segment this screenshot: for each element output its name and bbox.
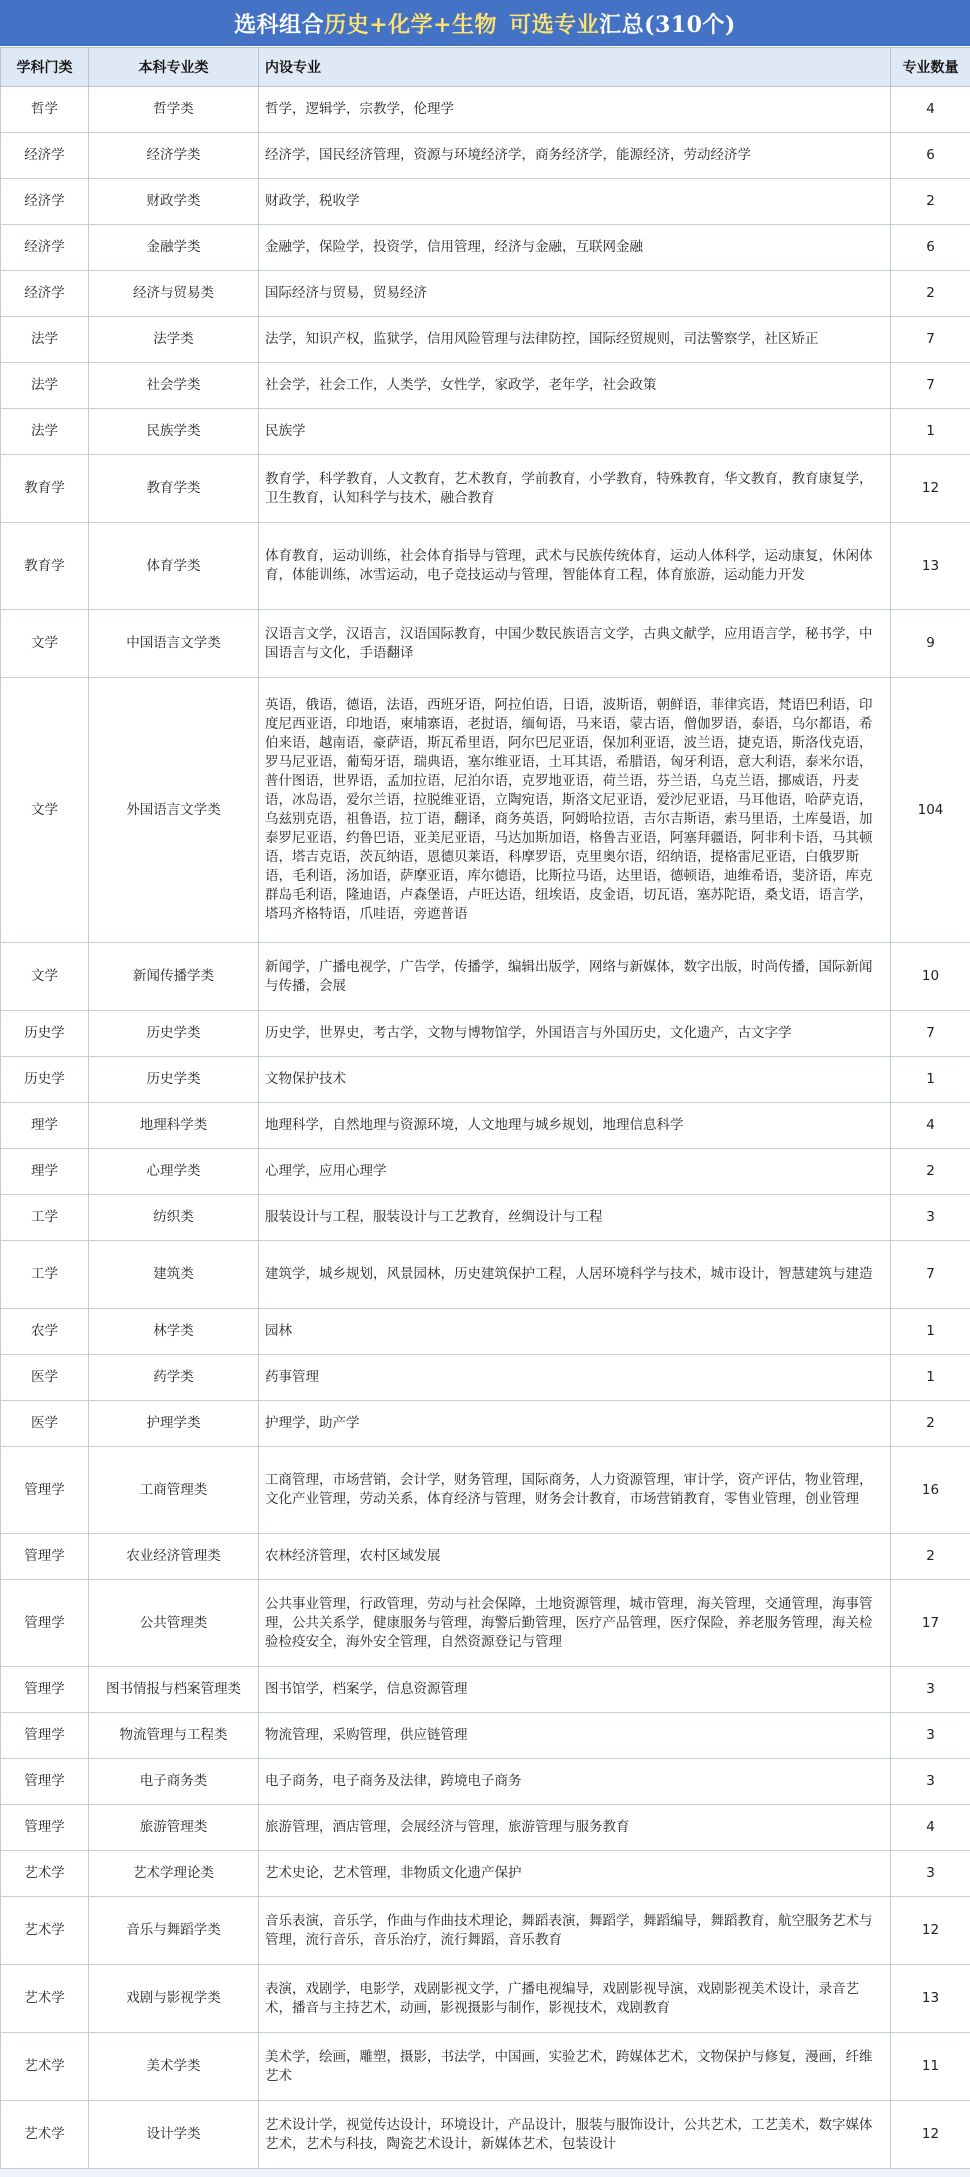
table-row — [1, 1851, 970, 1897]
majors-cell: 药事管理 — [259, 1355, 891, 1401]
count-cell: 1 — [891, 1355, 970, 1401]
count-cell: 7 — [891, 1241, 970, 1309]
category-cell: 管理学 — [1, 1534, 89, 1580]
category-cell: 文学 — [1, 610, 89, 678]
class-cell: 美术学类 — [89, 2033, 259, 2101]
majors-cell: 地理科学，自然地理与资源环境，人文地理与城乡规划，地理信息科学 — [259, 1103, 891, 1149]
category-cell: 管理学 — [1, 1759, 89, 1805]
class-cell: 中国语言文学类 — [89, 610, 259, 678]
majors-cell: 旅游管理，酒店管理，会展经济与管理，旅游管理与服务教育 — [259, 1805, 891, 1851]
count-cell: 2 — [891, 179, 970, 225]
count-cell: 4 — [891, 1103, 970, 1149]
category-cell: 教育学 — [1, 455, 89, 523]
majors-table — [0, 47, 970, 2169]
count-cell: 3 — [891, 1195, 970, 1241]
category-cell: 艺术学 — [1, 1965, 89, 2033]
category-cell: 教育学 — [1, 523, 89, 610]
class-cell: 公共管理类 — [89, 1580, 259, 1667]
class-cell: 旅游管理类 — [89, 1805, 259, 1851]
majors-cell: 物流管理，采购管理，供应链管理 — [259, 1713, 891, 1759]
count-cell: 2 — [891, 1534, 970, 1580]
table-row — [1, 1805, 970, 1851]
category-cell: 经济学 — [1, 271, 89, 317]
majors-cell: 电子商务，电子商务及法律，跨境电子商务 — [259, 1759, 891, 1805]
category-cell: 艺术学 — [1, 2101, 89, 2169]
class-cell: 历史学类 — [89, 1011, 259, 1057]
class-cell: 音乐与舞蹈学类 — [89, 1897, 259, 1965]
majors-cell: 公共事业管理，行政管理，劳动与社会保障，土地资源管理，城市管理，海关管理，交通管理，海事管理，公共关系学，健康服务与管理，海警后勤管理，医疗产品管理，医疗保险，养老服务管理，海关检验检疫安全，海外安全管理，自然资源登记与管理 — [259, 1580, 891, 1667]
majors-cell: 汉语言文学，汉语言，汉语国际教育，中国少数民族语言文学，古典文献学，应用语言学，秘书学，中国语言与文化，手语翻译 — [259, 610, 891, 678]
table-row — [1, 2101, 970, 2169]
title-prefix: 选科组合 — [234, 8, 324, 39]
count-cell: 16 — [891, 1447, 970, 1534]
table-row — [1, 1897, 970, 1965]
class-cell: 外国语言文学类 — [89, 678, 259, 943]
count-cell: 12 — [891, 1897, 970, 1965]
count-cell: 6 — [891, 225, 970, 271]
majors-cell: 国际经济与贸易，贸易经济 — [259, 271, 891, 317]
table-row — [1, 1580, 970, 1667]
class-cell: 体育学类 — [89, 523, 259, 610]
majors-cell: 新闻学，广播电视学，广告学，传播学，编辑出版学，网络与新媒体，数字出版，时尚传播，国际新闻与传播，会展 — [259, 943, 891, 1011]
majors-cell: 艺术史论，艺术管理，非物质文化遗产保护 — [259, 1851, 891, 1897]
majors-cell: 美术学，绘画，雕塑，摄影，书法学，中国画，实验艺术，跨媒体艺术，文物保护与修复，漫画，纤维艺术 — [259, 2033, 891, 2101]
class-cell: 药学类 — [89, 1355, 259, 1401]
table-row — [1, 179, 970, 225]
category-cell: 工学 — [1, 1241, 89, 1309]
category-cell: 理学 — [1, 1149, 89, 1195]
class-cell: 图书情报与档案管理类 — [89, 1667, 259, 1713]
table-row — [1, 1057, 970, 1103]
count-cell: 1 — [891, 1309, 970, 1355]
table-row — [1, 1965, 970, 2033]
header-majors: 内设专业 — [259, 48, 891, 87]
class-cell: 社会学类 — [89, 363, 259, 409]
class-cell: 财政学类 — [89, 179, 259, 225]
majors-cell: 护理学，助产学 — [259, 1401, 891, 1447]
majors-cell: 历史学，世界史，考古学，文物与博物馆学，外国语言与外国历史，文化遗产，古文字学 — [259, 1011, 891, 1057]
table-row — [1, 678, 970, 943]
category-cell: 文学 — [1, 943, 89, 1011]
header-count: 专业数量 — [891, 48, 970, 87]
bottom-strip — [0, 2169, 970, 2177]
category-cell: 法学 — [1, 317, 89, 363]
table-row — [1, 87, 970, 133]
table-row — [1, 1309, 970, 1355]
majors-cell: 法学，知识产权，监狱学，信用风险管理与法律防控，国际经贸规则，司法警察学，社区矫正 — [259, 317, 891, 363]
category-cell: 理学 — [1, 1103, 89, 1149]
majors-cell: 文物保护技术 — [259, 1057, 891, 1103]
table-row — [1, 455, 970, 523]
table-row — [1, 317, 970, 363]
table-row — [1, 1401, 970, 1447]
table-row — [1, 1534, 970, 1580]
count-cell: 13 — [891, 1965, 970, 2033]
class-cell: 林学类 — [89, 1309, 259, 1355]
category-cell: 艺术学 — [1, 2033, 89, 2101]
category-cell: 历史学 — [1, 1057, 89, 1103]
count-cell: 3 — [891, 1759, 970, 1805]
count-cell: 3 — [891, 1713, 970, 1759]
category-cell: 哲学 — [1, 87, 89, 133]
category-cell: 法学 — [1, 363, 89, 409]
class-cell: 工商管理类 — [89, 1447, 259, 1534]
table-row — [1, 1241, 970, 1309]
class-cell: 经济学类 — [89, 133, 259, 179]
table-row — [1, 271, 970, 317]
class-cell: 艺术学理论类 — [89, 1851, 259, 1897]
count-cell: 10 — [891, 943, 970, 1011]
title-combo: 历史+化学+生物 — [324, 8, 497, 39]
count-cell: 17 — [891, 1580, 970, 1667]
category-cell: 医学 — [1, 1355, 89, 1401]
table-row — [1, 1195, 970, 1241]
page-title — [0, 0, 970, 47]
majors-cell: 民族学 — [259, 409, 891, 455]
majors-cell: 园林 — [259, 1309, 891, 1355]
title-suffix: 汇总(310个) — [599, 8, 736, 39]
category-cell: 管理学 — [1, 1447, 89, 1534]
category-cell: 经济学 — [1, 133, 89, 179]
category-cell: 经济学 — [1, 179, 89, 225]
majors-cell: 金融学，保险学，投资学，信用管理，经济与金融，互联网金融 — [259, 225, 891, 271]
table-row — [1, 1759, 970, 1805]
table-row — [1, 1011, 970, 1057]
count-cell: 2 — [891, 1149, 970, 1195]
count-cell: 2 — [891, 1401, 970, 1447]
table-row — [1, 133, 970, 179]
count-cell: 4 — [891, 87, 970, 133]
class-cell: 物流管理与工程类 — [89, 1713, 259, 1759]
majors-cell: 哲学，逻辑学，宗教学，伦理学 — [259, 87, 891, 133]
count-cell: 104 — [891, 678, 970, 943]
count-cell: 13 — [891, 523, 970, 610]
class-cell: 民族学类 — [89, 409, 259, 455]
count-cell: 3 — [891, 1667, 970, 1713]
count-cell: 12 — [891, 2101, 970, 2169]
count-cell: 7 — [891, 1011, 970, 1057]
category-cell: 历史学 — [1, 1011, 89, 1057]
count-cell: 2 — [891, 271, 970, 317]
category-cell: 管理学 — [1, 1713, 89, 1759]
category-cell: 医学 — [1, 1401, 89, 1447]
header-row — [1, 48, 970, 87]
class-cell: 历史学类 — [89, 1057, 259, 1103]
table-row — [1, 610, 970, 678]
class-cell: 设计学类 — [89, 2101, 259, 2169]
class-cell: 电子商务类 — [89, 1759, 259, 1805]
category-cell: 经济学 — [1, 225, 89, 271]
table-row — [1, 1447, 970, 1534]
table-row — [1, 523, 970, 610]
majors-cell: 艺术设计学，视觉传达设计，环境设计，产品设计，服装与服饰设计，公共艺术，工艺美术，数字媒体艺术，艺术与科技，陶瓷艺术设计，新媒体艺术，包装设计 — [259, 2101, 891, 2169]
class-cell: 教育学类 — [89, 455, 259, 523]
table-row — [1, 225, 970, 271]
class-cell: 纺织类 — [89, 1195, 259, 1241]
category-cell: 管理学 — [1, 1580, 89, 1667]
class-cell: 金融学类 — [89, 225, 259, 271]
majors-cell: 财政学，税收学 — [259, 179, 891, 225]
class-cell: 护理学类 — [89, 1401, 259, 1447]
majors-cell: 服装设计与工程，服装设计与工艺教育，丝绸设计与工程 — [259, 1195, 891, 1241]
class-cell: 法学类 — [89, 317, 259, 363]
table-row — [1, 1713, 970, 1759]
table-row — [1, 943, 970, 1011]
majors-cell: 英语，俄语，德语，法语，西班牙语，阿拉伯语，日语，波斯语，朝鲜语，菲律宾语，梵语巴利语，印度尼西亚语，印地语，柬埔寨语，老挝语，缅甸语，马来语，蒙古语，僧伽罗语，泰语，乌尔都语，希伯来语，越南语，豪萨语，斯瓦希里语，阿尔巴尼亚语，保加利亚语，波兰语，捷克语，斯洛伐克语，罗马尼亚语，葡萄牙语，瑞典语，塞尔维亚语，土耳其语，希腊语，匈牙利语，意大利语，泰米尔语，普什图语，世界语，孟加拉语，尼泊尔语，克罗地亚语，荷兰语，芬兰语，乌克兰语，挪威语，丹麦语，冰岛语，爱尔兰语，拉脱维亚语，立陶宛语，斯洛文尼亚语，爱沙尼亚语，马耳他语，哈萨克语，乌兹别克语，祖鲁语，拉丁语，翻译，商务英语，阿姆哈拉语，吉尔吉斯语，索马里语，土库曼语，加泰罗尼亚语，约鲁巴语，亚美尼亚语，马达加斯加语，格鲁吉亚语，阿塞拜疆语，阿非利卡语，马其顿语，塔吉克语，茨瓦纳语，恩德贝莱语，科摩罗语，克里奥尔语，绍纳语，提格雷尼亚语，白俄罗斯语，毛利语，汤加语，萨摩亚语，库尔德语，比斯拉马语，达里语，德顿语，迪维希语，斐济语，库克群岛毛利语，隆迪语，卢森堡语，卢旺达语，纽埃语，皮金语，切瓦语，塞苏陀语，桑戈语，语言学，塔玛齐格特语，爪哇语，旁遮普语 — [259, 678, 891, 943]
count-cell: 1 — [891, 1057, 970, 1103]
class-cell: 地理科学类 — [89, 1103, 259, 1149]
table-row — [1, 409, 970, 455]
category-cell: 法学 — [1, 409, 89, 455]
count-cell: 7 — [891, 363, 970, 409]
majors-cell: 心理学，应用心理学 — [259, 1149, 891, 1195]
count-cell: 1 — [891, 409, 970, 455]
category-cell: 文学 — [1, 678, 89, 943]
table-row — [1, 363, 970, 409]
header-category: 学科门类 — [1, 48, 89, 87]
category-cell: 管理学 — [1, 1667, 89, 1713]
majors-cell: 社会学，社会工作，人类学，女性学，家政学，老年学，社会政策 — [259, 363, 891, 409]
class-cell: 哲学类 — [89, 87, 259, 133]
table-row — [1, 1103, 970, 1149]
category-cell: 农学 — [1, 1309, 89, 1355]
category-cell: 工学 — [1, 1195, 89, 1241]
count-cell: 4 — [891, 1805, 970, 1851]
count-cell: 3 — [891, 1851, 970, 1897]
count-cell: 12 — [891, 455, 970, 523]
class-cell: 新闻传播学类 — [89, 943, 259, 1011]
count-cell: 7 — [891, 317, 970, 363]
majors-cell: 工商管理，市场营销，会计学，财务管理，国际商务，人力资源管理，审计学，资产评估，物业管理，文化产业管理，劳动关系，体育经济与管理，财务会计教育，市场营销教育，零售业管理，创业管理 — [259, 1447, 891, 1534]
table-row — [1, 1149, 970, 1195]
class-cell: 农业经济管理类 — [89, 1534, 259, 1580]
table-row — [1, 1667, 970, 1713]
majors-cell: 建筑学，城乡规划，风景园林，历史建筑保护工程，人居环境科学与技术，城市设计，智慧建筑与建造 — [259, 1241, 891, 1309]
category-cell: 艺术学 — [1, 1897, 89, 1965]
majors-cell: 教育学，科学教育，人文教育，艺术教育，学前教育，小学教育，特殊教育，华文教育，教育康复学，卫生教育，认知科学与技术，融合教育 — [259, 455, 891, 523]
class-cell: 心理学类 — [89, 1149, 259, 1195]
count-cell: 6 — [891, 133, 970, 179]
class-cell: 建筑类 — [89, 1241, 259, 1309]
class-cell: 戏剧与影视学类 — [89, 1965, 259, 2033]
class-cell: 经济与贸易类 — [89, 271, 259, 317]
majors-cell: 图书馆学，档案学，信息资源管理 — [259, 1667, 891, 1713]
count-cell: 11 — [891, 2033, 970, 2101]
table-body — [1, 87, 970, 2169]
majors-cell: 音乐表演，音乐学，作曲与作曲技术理论，舞蹈表演，舞蹈学，舞蹈编导，舞蹈教育，航空服务艺术与管理，流行音乐，音乐治疗，流行舞蹈，音乐教育 — [259, 1897, 891, 1965]
majors-cell: 农林经济管理，农村区域发展 — [259, 1534, 891, 1580]
majors-cell: 体育教育，运动训练，社会体育指导与管理，武术与民族传统体育，运动人体科学，运动康复，休闲体育，体能训练，冰雪运动，电子竞技运动与管理，智能体育工程，体育旅游，运动能力开发 — [259, 523, 891, 610]
majors-cell: 经济学，国民经济管理，资源与环境经济学，商务经济学，能源经济，劳动经济学 — [259, 133, 891, 179]
count-cell: 9 — [891, 610, 970, 678]
table-row — [1, 1355, 970, 1401]
title-optional: 可选专业 — [509, 8, 599, 39]
category-cell: 艺术学 — [1, 1851, 89, 1897]
category-cell: 管理学 — [1, 1805, 89, 1851]
majors-cell: 表演，戏剧学，电影学，戏剧影视文学，广播电视编导，戏剧影视导演，戏剧影视美术设计，录音艺术，播音与主持艺术，动画，影视摄影与制作，影视技术，戏剧教育 — [259, 1965, 891, 2033]
table-row — [1, 2033, 970, 2101]
header-class: 本科专业类 — [89, 48, 259, 87]
